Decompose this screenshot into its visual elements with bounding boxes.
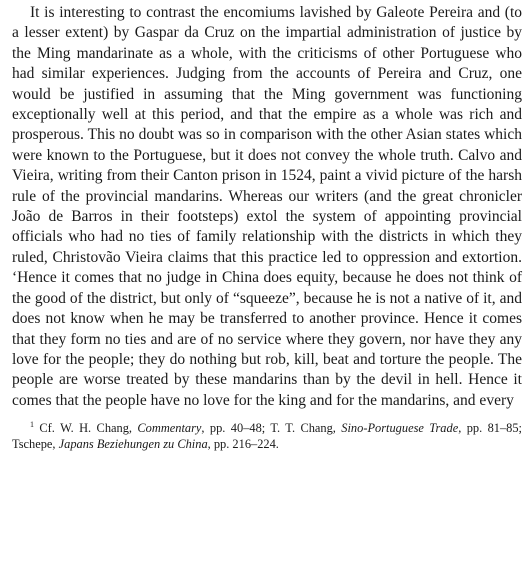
footnote-part: , pp. 216–224.: [207, 437, 279, 452]
footnote-part: , pp. 40–48; T. T. Chang,: [201, 421, 342, 436]
body-paragraph: It is interesting to contrast the encomiums lavished by Galeote Pereira and (to a lesser extent) by Gaspar da Cruz on the impartial administration of justice by the Ming mandarinate as a whole, with the criticisms of other Portuguese who had similar experiences. Judging from the accounts of Pereira and Cruz, one would be justified in assuming that the Ming government was functioning exceptionally well at this period, and that the empire as a whole was rich and prosperous. This no doubt was so in comparison with the other Asian states which were known to the Portuguese, but it does not convey the whole truth. Calvo and Vieira, writing from their Canton prison in 1524, paint a vivid picture of the harsh rule of the provincial mandarins. Whereas our writers (and the great chronicler João de Barros in their footsteps) extol the system of appointing provincial officials who had no ties of family relationship with the districts in which they ruled, Christovão Vieira claims that this practice led to oppression and extortion. ‘Hence it comes that no judge in China does equity, because he does not think of the good of the district, but only of “squeeze”, because he is not a native of it, and does not know when he may be transferred to another province. Hence it comes that they form no ties and are of no service where they govern, nor have they any love for the people; they do nothing but rob, kill, beat and torture the people. The people are worse treated by these mandarins than by the devil in hell. Hence it comes that the people have no love for the king and for the mandarins, and every: [12, 4, 522, 409]
footnote-title-japans-beziehungen: Japans Beziehungen zu China: [58, 437, 208, 452]
footnote-title-sino-portuguese-trade: Sino-Portuguese Trade: [341, 421, 459, 436]
footnote-part: , pp. 81–85; Tschepe,: [12, 421, 522, 452]
footnote-part: Cf. W. H. Chang,: [39, 421, 138, 436]
document-page: [12, 3, 522, 452]
footnote-marker: 1: [30, 420, 34, 429]
footnote-title-commentary: Commentary: [137, 421, 202, 436]
footnote: [12, 420, 522, 452]
